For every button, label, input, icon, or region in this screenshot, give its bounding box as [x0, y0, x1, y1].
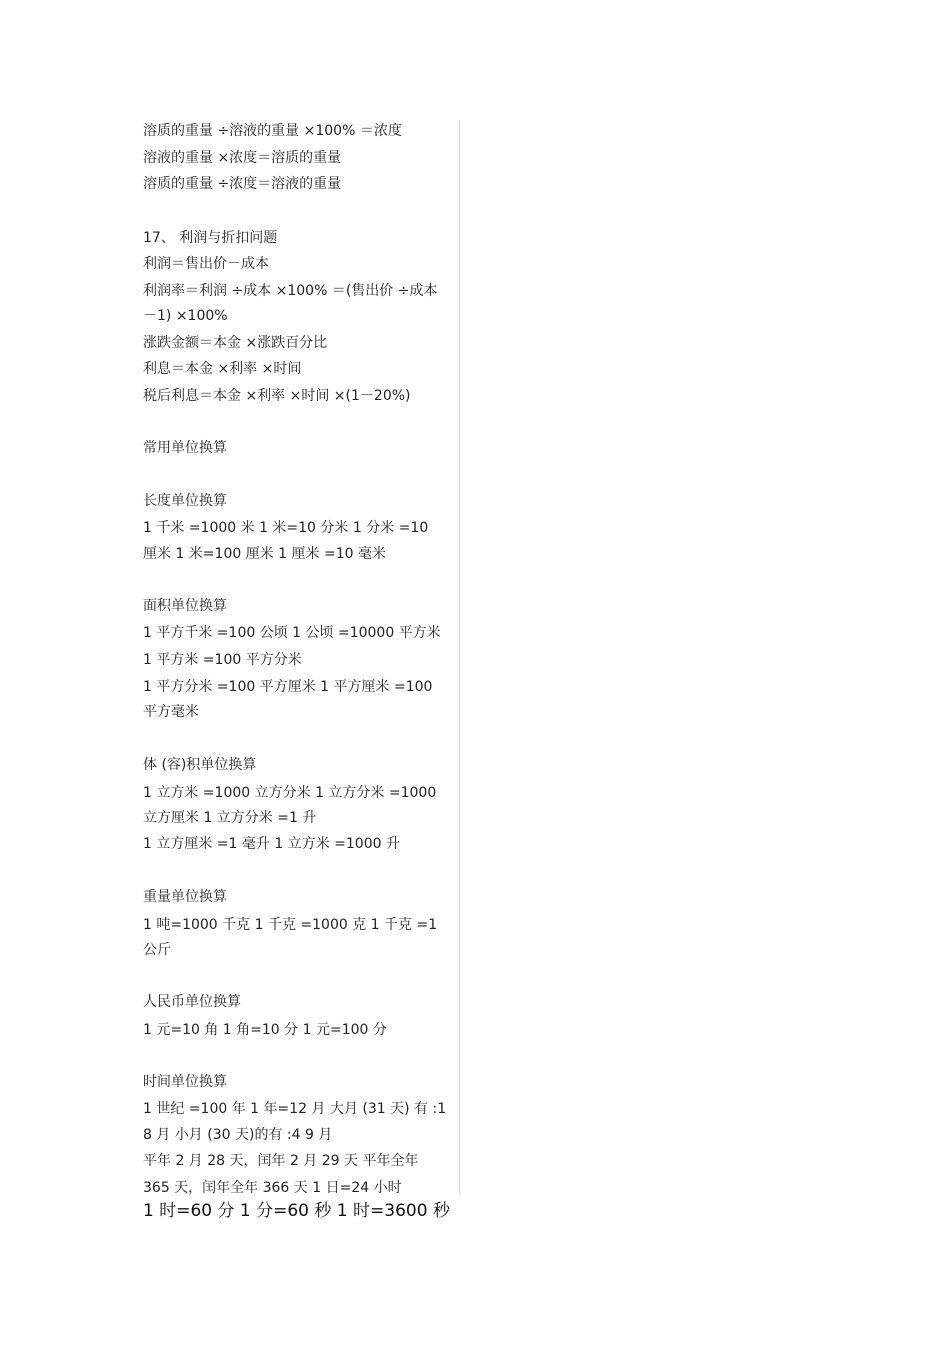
- text-line: 平年 2 月 28 天，闰年 2 月 29 天 平年全年: [143, 1153, 419, 1169]
- text-line: 利润率＝利润 ÷成本 ×100% ＝(售出价 ÷成本: [143, 283, 438, 299]
- section-heading: 17、 利润与折扣问题: [143, 230, 278, 246]
- text-line: 利息＝本金 ×利率 ×时间: [143, 361, 302, 377]
- text-line: 1 千米 =1000 米 1 米=10 分米 1 分米 =10: [143, 520, 429, 536]
- text-line: 公斤: [143, 942, 171, 958]
- text-line: 利润＝售出价－成本: [143, 256, 269, 272]
- text-line: 8 月 小月 (30 天)的有 :4 9 月: [143, 1127, 333, 1143]
- text-line: 溶质的重量 ÷浓度＝溶液的重量: [143, 176, 342, 192]
- section-heading: 面积单位换算: [143, 598, 227, 614]
- section-heading: 体 (容)积单位换算: [143, 757, 257, 773]
- text-line: 溶质的重量 ÷溶液的重量 ×100% ＝浓度: [143, 123, 402, 139]
- text-line: 溶液的重量 ×浓度＝溶质的重量: [143, 150, 342, 166]
- text-line: 1 立方米 =1000 立方分米 1 立方分米 =1000: [143, 785, 437, 801]
- column-divider: [459, 120, 460, 1195]
- text-line: 立方厘米 1 立方分米 =1 升: [143, 810, 317, 826]
- text-line: 1 世纪 =100 年 1 年=12 月 大月 (31 天) 有 :1: [143, 1101, 447, 1117]
- section-heading: 长度单位换算: [143, 493, 227, 509]
- text-line: 1 平方米 =100 平方分米: [143, 652, 302, 668]
- text-line: 平方毫米: [143, 704, 199, 720]
- section-heading: 人民币单位换算: [143, 994, 241, 1010]
- text-line: 1 立方厘米 =1 毫升 1 立方米 =1000 升: [143, 836, 400, 852]
- text-line: 厘米 1 米=100 厘米 1 厘米 =10 毫米: [143, 546, 386, 562]
- section-heading: 常用单位换算: [143, 440, 227, 456]
- text-line: 1 平方千米 =100 公顷 1 公顷 =10000 平方米: [143, 625, 441, 641]
- text-line-large: 1 时=60 分 1 分=60 秒 1 时=3600 秒: [143, 1201, 450, 1221]
- text-line: 1 平方分米 =100 平方厘米 1 平方厘米 =100: [143, 679, 433, 695]
- text-line: 1 吨=1000 千克 1 千克 =1000 克 1 千克 =1: [143, 917, 438, 933]
- section-heading: 时间单位换算: [143, 1074, 227, 1090]
- text-line: 1 元=10 角 1 角=10 分 1 元=100 分: [143, 1022, 387, 1038]
- text-line: 税后利息＝本金 ×利率 ×时间 ×(1－20%): [143, 388, 411, 404]
- text-line: 365 天，闰年全年 366 天 1 日=24 小时: [143, 1180, 402, 1196]
- section-heading: 重量单位换算: [143, 889, 227, 905]
- text-line: 涨跌金额＝本金 ×涨跌百分比: [143, 335, 328, 351]
- text-line: －1) ×100%: [143, 308, 228, 324]
